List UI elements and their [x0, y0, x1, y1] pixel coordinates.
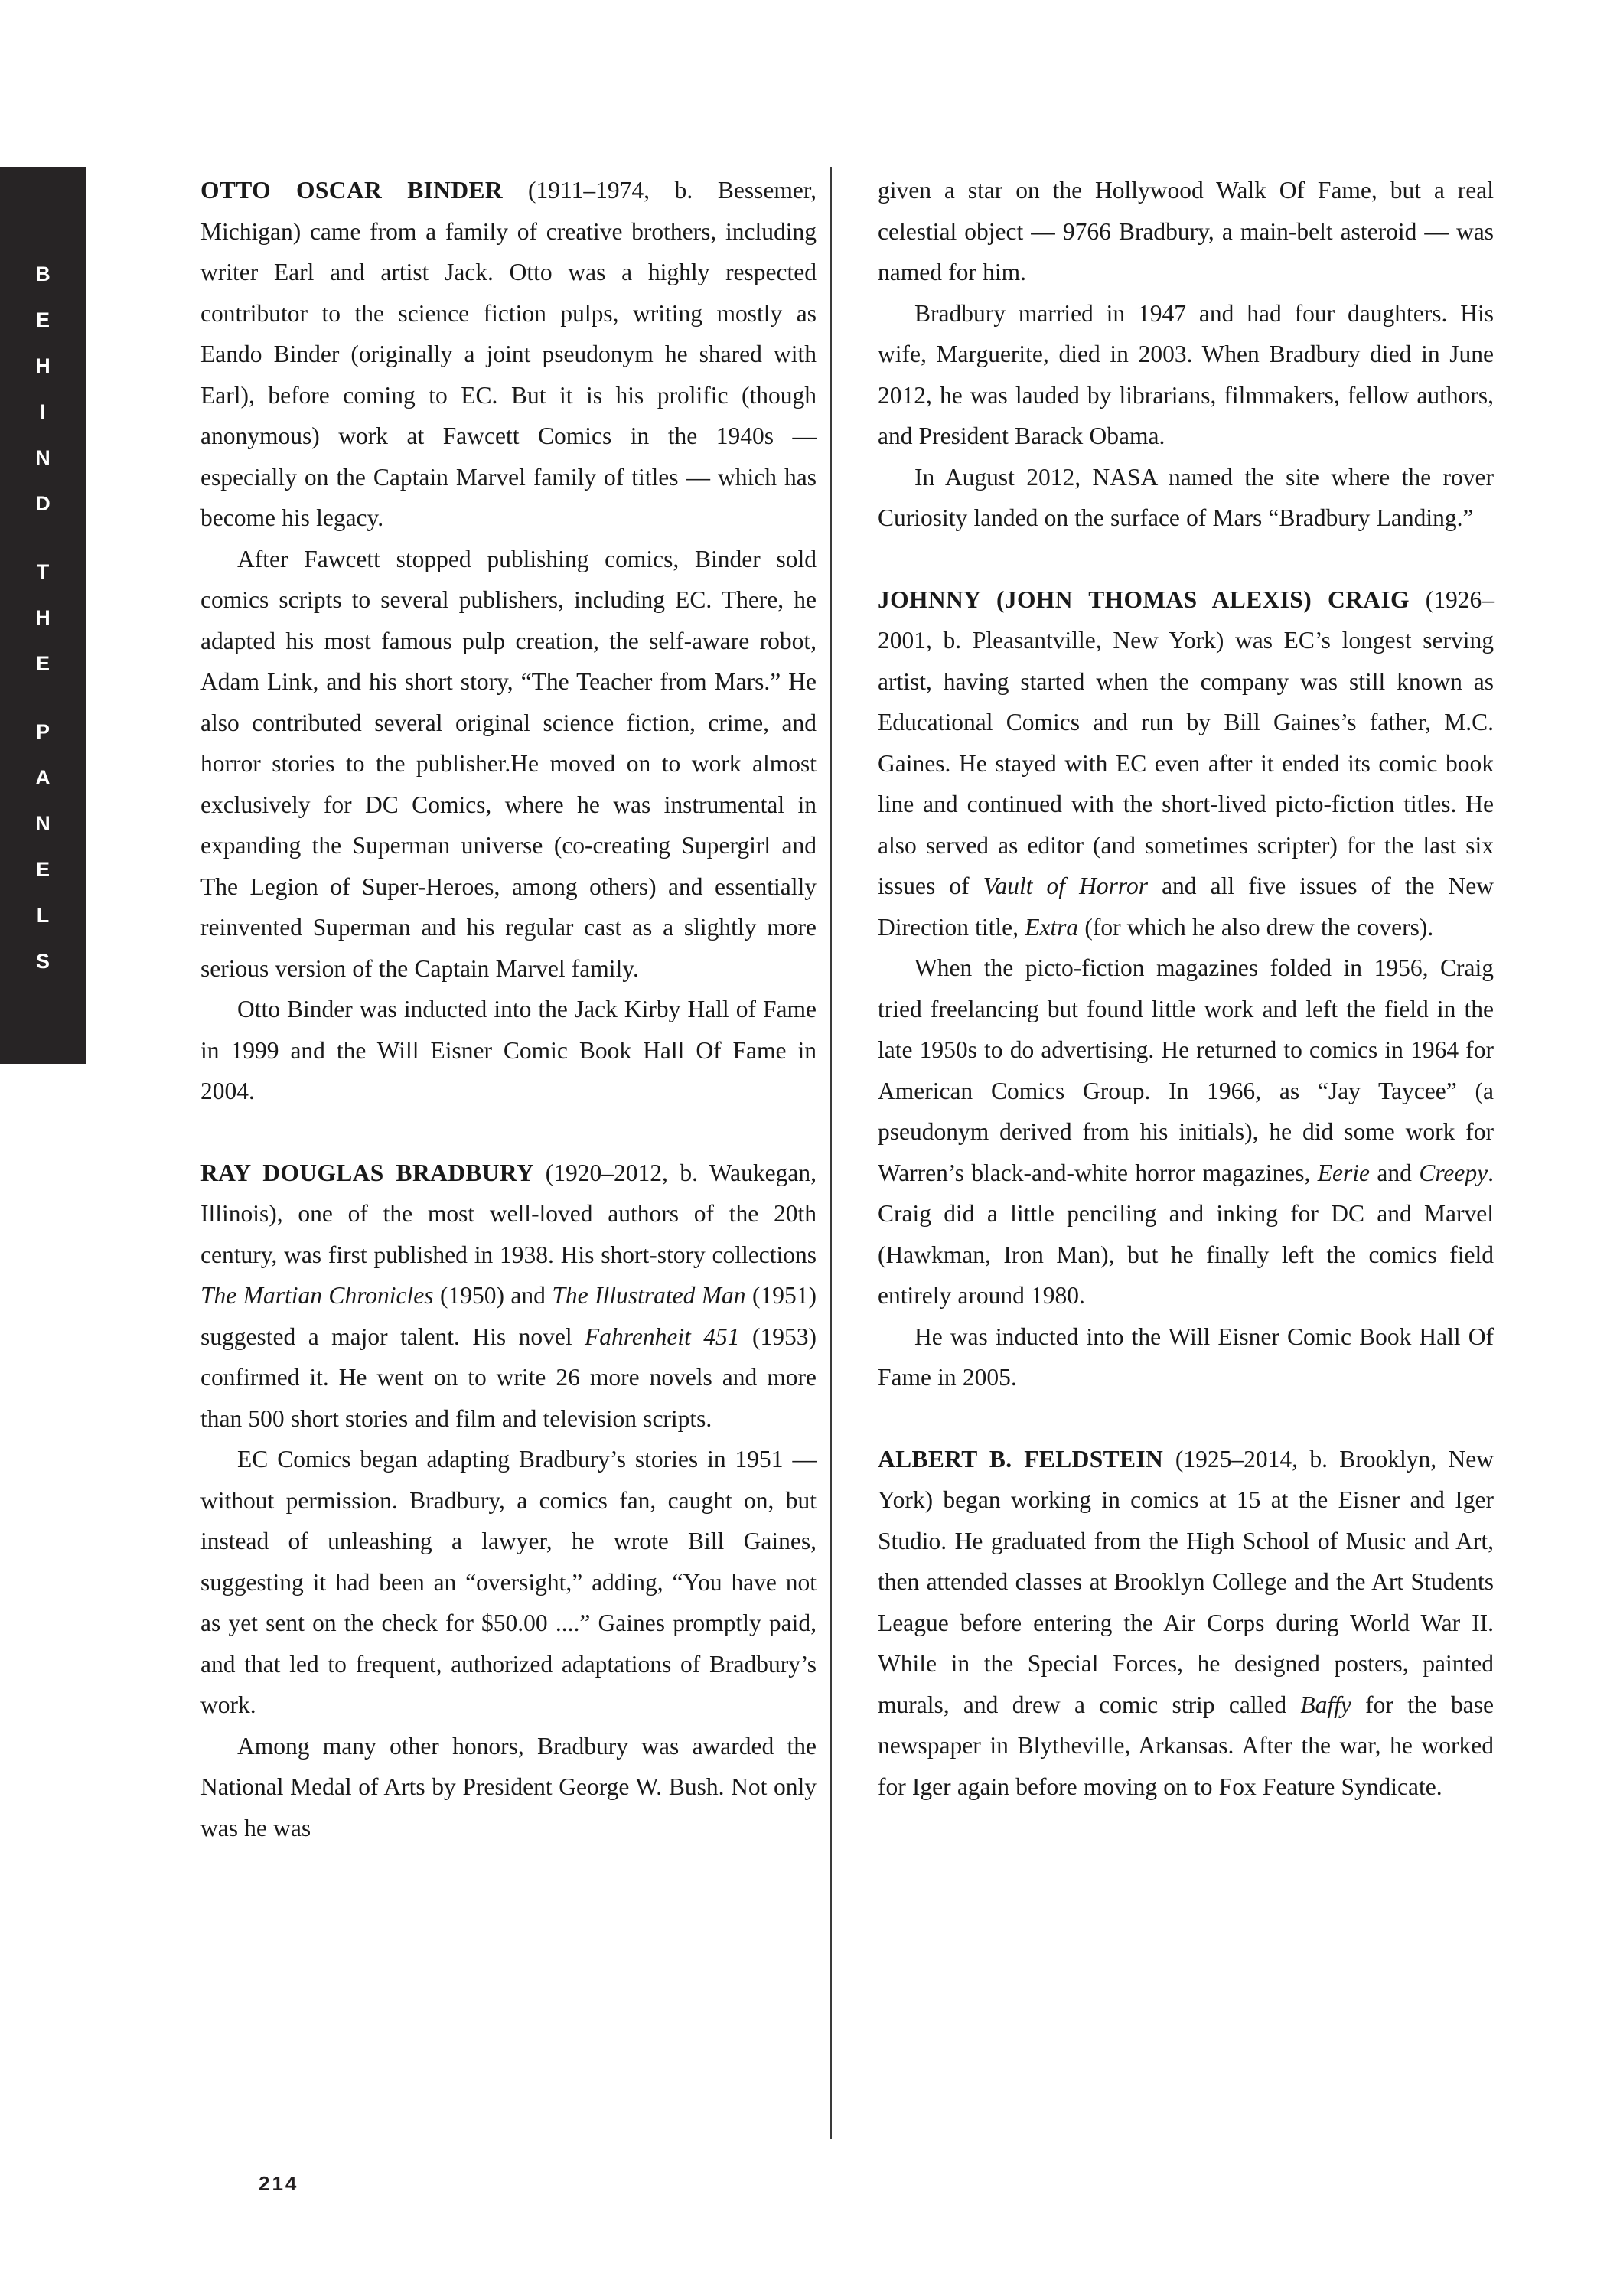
body-paragraph [878, 293, 1494, 457]
section-tab-letter: B [35, 262, 51, 285]
text-run: When the picto-fiction magazines folded in 1956, Craig tried freelancing but found little work and left the field in the late 1950s to do advertising. He returned to comics in 1964 for American Comics Group. In 1966, as “Jay Taycee” (a pseudonym derived from his initials), he did some work for Warren’s black-and-white horror magazines, [878, 954, 1494, 1186]
text-run: . Craig did a little penciling and inking for DC and Marvel (Hawkman, Iron Man), but he finally left the comics field entirely around 1980. [878, 1159, 1494, 1309]
section-tab-letter: T [36, 559, 50, 583]
section-tab-letter: E [35, 651, 50, 675]
text-run: Otto Binder was inducted into the Jack Kirby Hall of Fame in 1999 and the Will Eisner Comic Book Hall Of Fame in 2004. [200, 996, 817, 1104]
text-run: given a star on the Hollywood Walk Of Fame, but a real celestial object — 9766 Bradbury, a main-belt asteroid — was named for him. [878, 177, 1494, 285]
work-title: Baffy [1300, 1691, 1351, 1718]
work-title: Eerie [1317, 1159, 1370, 1186]
right-column [878, 170, 1494, 1807]
section-tab-letters [35, 264, 51, 972]
entry-headword: JOHNNY (JOHN THOMAS ALEXIS) CRAIG [878, 585, 1426, 613]
text-run: and [1370, 1159, 1420, 1186]
body-paragraph [200, 1726, 817, 1849]
work-title: Creepy [1419, 1159, 1488, 1186]
left-column [200, 170, 817, 1848]
section-tab-letter: S [35, 949, 50, 973]
text-run: (1911–1974, b. Bessemer, Michigan) came from a family of creative brothers, including writer Earl and artist Jack. Otto was a highly respected contributor to the science fiction pulps, writing mostly as Eando Binder (originally a joint pseudonym he shared with Earl), before coming to EC. But it is his prolific (though anonymous) work at Fawcett Comics in the 1940s — especially on the Captain Marvel family of titles — which has become his legacy. [200, 177, 817, 531]
text-run: (for which he also drew the covers). [1078, 913, 1434, 941]
body-paragraph [200, 989, 817, 1112]
section-tab-letter: H [35, 354, 51, 377]
body-paragraph [878, 1316, 1494, 1398]
work-title: Extra [1025, 913, 1079, 941]
section-tab-letter: A [35, 765, 51, 789]
text-run: (1925–2014, b. Brooklyn, New York) began working in comics at 15 at the Eisner and Iger Studio. He graduated from the High School of Music and Art, then attended classes at Brooklyn College and the Art Students League before entering the Air Corps during World War II. While in the Special Forces, he designed posters, painted murals, and drew a comic strip called [878, 1445, 1495, 1718]
body-paragraph [200, 1439, 817, 1726]
entry-opening-paragraph [200, 170, 817, 539]
text-run: and all five issues of the New Direction title, [878, 872, 1494, 941]
section-tab-letter: N [35, 811, 51, 835]
section-tab-letter: H [35, 605, 51, 629]
text-run: (1951) suggested a major talent. His novel [200, 1282, 817, 1350]
text-run: Among many other honors, Bradbury was awarded the National Medal of Arts by President George W. Bush. Not only was he was [200, 1732, 817, 1841]
text-run: for the base newspaper in Blytheville, Arkansas. After the war, he worked for Iger again before moving on to Fox Feature Syndicate. [878, 1691, 1494, 1800]
entry-opening-paragraph [878, 1439, 1494, 1808]
section-tab [0, 167, 86, 1064]
text-run: (1953) confirmed it. He went on to write 26 more novels and more than 500 short stories and film and television scripts. [200, 1322, 817, 1432]
section-tab-letter: L [36, 903, 50, 927]
section-tab-letter: N [35, 445, 51, 469]
text-run: (1920–2012, b. Waukegan, Illinois), one of the most well-loved authors of the 20th century, was first published in 1938. His short-story collections [200, 1159, 817, 1268]
entry-headword: OTTO OSCAR BINDER [200, 177, 529, 204]
page-number: 214 [259, 2172, 299, 2195]
body-paragraph [878, 947, 1494, 1316]
text-run: He was inducted into the Will Eisner Comic Book Hall Of Fame in 2005. [878, 1322, 1494, 1391]
body-paragraph [878, 170, 1494, 293]
entry-opening-paragraph [878, 579, 1494, 948]
text-run: Bradbury married in 1947 and had four daughters. His wife, Marguerite, died in 2003. When Bradbury died in June 2012, he was lauded by librarians, filmmakers, fellow authors, and President Barack Obama. [878, 299, 1494, 449]
section-tab-letter: E [35, 857, 50, 881]
text-run: (1926–2001, b. Pleasantville, New York) was EC’s longest serving artist, having started when the company was still known as Educational Comics and run by Bill Gaines’s father, M.C. Gaines. He stayed with EC even after it ended its comic book line and continued with the short-lived picto-fiction titles. He also served as editor (and sometimes scripter) for the last six issues of [878, 585, 1494, 899]
body-paragraph [878, 457, 1494, 539]
column-divider-rule [830, 167, 832, 2139]
work-title: The Illustrated Man [552, 1282, 746, 1309]
work-title: Vault of Horror [983, 872, 1148, 899]
entry-headword: ALBERT B. FELDSTEIN [878, 1445, 1175, 1473]
section-tab-letter: I [40, 400, 46, 423]
section-tab-letter: E [35, 308, 50, 331]
text-run: After Fawcett stopped publishing comics, Binder sold comics scripts to several publishers, including EC. There, he adapted his most famous pulp creation, the self-aware robot, Adam Link, and his short story, “The Teacher from Mars.” He also contributed several original science fiction, crime, and horror stories to the publisher.He moved on to work almost exclusively for DC Comics, where he was instrumental in expanding the Superman universe (co-creating Supergirl and The Legion of Super-Heroes, among others) and essentially reinvented Superman and his regular cast as a slightly more serious version of the Captain Marvel family. [200, 545, 817, 982]
entry-headword: RAY DOUGLAS BRADBURY [200, 1159, 546, 1186]
section-tab-letter: D [35, 491, 51, 515]
body-paragraph [200, 539, 817, 990]
text-run: EC Comics began adapting Bradbury’s stories in 1951 — without permission. Bradbury, a comics fan, caught on, but instead of unleashing a lawyer, he wrote Bill Gaines, suggesting it had been an “oversight,” adding, “You have not as yet sent on the check for $50.00 ....” Gaines promptly paid, and that led to frequent, authorized adaptations of Bradbury’s work. [200, 1446, 817, 1718]
work-title: The Martian Chronicles [200, 1282, 434, 1309]
text-run: (1950) and [433, 1282, 553, 1309]
entry-opening-paragraph [200, 1153, 817, 1440]
section-tab-letter: P [35, 719, 50, 743]
work-title: Fahrenheit 451 [585, 1322, 740, 1350]
text-run: In August 2012, NASA named the site where the rover Curiosity landed on the surface of Mars “Bradbury Landing.” [878, 463, 1494, 531]
